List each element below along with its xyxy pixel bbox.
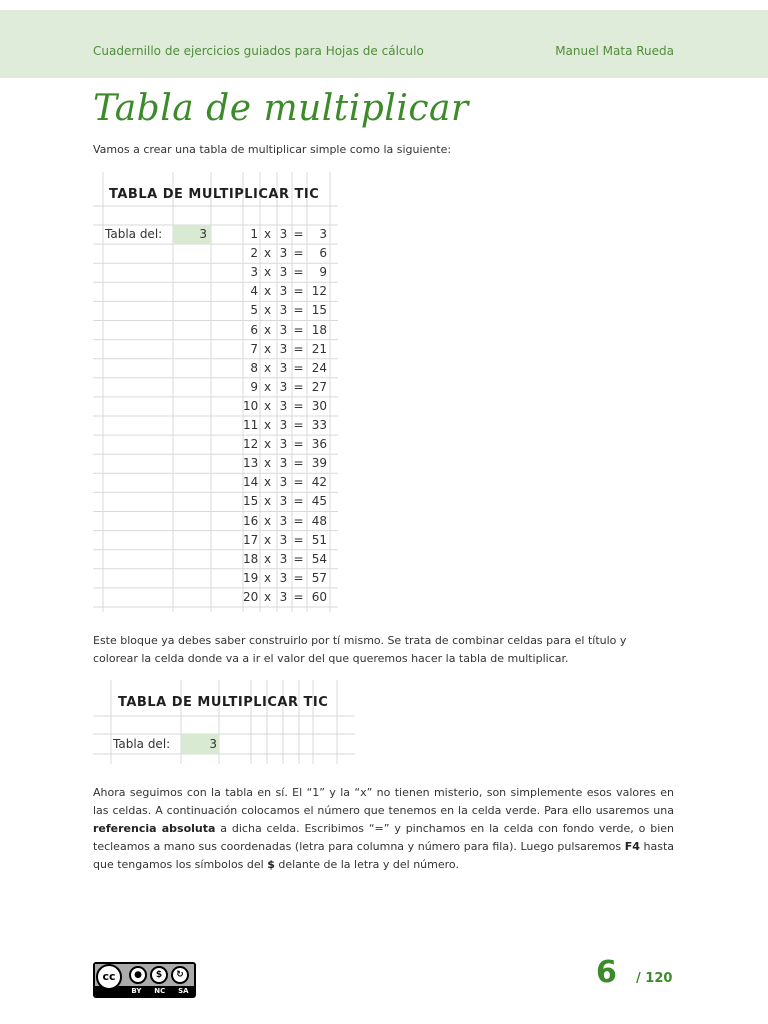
result-cell: 60 (311, 589, 327, 604)
text-run: a dicha celda. Escribimos “=” y pinchamos en la celda con fondo verde, o bien tecleamos a mano sus coordenadas (letra para columna y número para fila). Luego pulsaremos (93, 822, 674, 853)
times-cell: x (263, 456, 272, 471)
factor-cell: 3 (279, 322, 288, 337)
equals-cell: = (293, 398, 304, 413)
times-cell: x (263, 532, 272, 547)
multiplier-cell: 3 (250, 265, 258, 280)
result-cell: 27 (311, 379, 327, 394)
result-cell: 9 (319, 265, 327, 280)
equals-cell: = (293, 303, 304, 318)
times-cell: x (263, 246, 272, 261)
license-nc: NC (154, 987, 166, 995)
equals-cell: = (293, 456, 304, 471)
multiplier-cell: 14 (243, 475, 259, 490)
factor-cell: 3 (279, 589, 288, 604)
equals-cell: = (293, 227, 304, 241)
page-number: 6 (596, 955, 617, 990)
factor-cell: 3 (279, 456, 288, 471)
factor-cell: 3 (279, 379, 288, 394)
factor-cell: 3 (279, 246, 288, 261)
equals-cell: = (293, 360, 304, 375)
equals-cell: = (293, 570, 304, 585)
times-cell: x (263, 303, 272, 318)
paragraph-line: colorear la celda donde va a ir el valor del que queremos hacer la tabla de multiplicar. (93, 652, 569, 665)
result-cell: 54 (311, 551, 327, 566)
result-cell: 33 (311, 418, 327, 432)
header-block-sheet (93, 680, 355, 764)
equals-cell: = (293, 418, 304, 432)
attribution-icon: ● (129, 966, 147, 984)
equals-cell: = (293, 265, 304, 280)
multiplier-cell: 16 (243, 513, 259, 528)
license-sa: SA (178, 987, 189, 995)
paragraph-line: Este bloque ya debes saber construirlo por tí mismo. Se trata de combinar celdas para el título y (93, 634, 627, 647)
factor-cell: 3 (279, 341, 288, 356)
sheet-title: TABLA DE MULTIPLICAR TIC (118, 695, 329, 710)
result-cell: 21 (311, 341, 327, 356)
times-cell: x (263, 322, 272, 337)
factor-cell: 3 (279, 360, 288, 375)
equals-cell: = (293, 551, 304, 566)
result-cell: 15 (311, 303, 327, 318)
factor-cell: 3 (279, 513, 288, 528)
factor-cell: 3 (279, 303, 288, 318)
sharealike-icon: ↻ (171, 966, 189, 984)
times-cell: x (263, 398, 272, 413)
page-total: / 120 (636, 971, 673, 986)
times-cell: x (263, 437, 272, 452)
multiplier-cell: 17 (243, 532, 259, 547)
page-title: Tabla de multiplicar (93, 88, 469, 129)
factor-cell: 3 (279, 570, 288, 585)
multiplier-cell: 11 (243, 418, 259, 432)
times-cell: x (263, 265, 272, 280)
times-cell: x (263, 513, 272, 528)
creative-commons-badge[interactable] (93, 962, 196, 998)
times-cell: x (263, 475, 272, 490)
factor-cell: 3 (279, 437, 288, 452)
paragraph-block (93, 632, 674, 668)
equals-cell: = (293, 532, 304, 547)
equals-cell: = (293, 513, 304, 528)
result-cell: 18 (311, 322, 327, 337)
page-header (0, 10, 768, 78)
equals-cell: = (293, 246, 304, 261)
result-cell: 51 (311, 532, 327, 547)
times-cell: x (263, 418, 272, 432)
explanation-paragraph (93, 784, 674, 874)
license-by: BY (131, 987, 142, 995)
equals-cell: = (293, 379, 304, 394)
author-name: Manuel Mata Rueda (555, 44, 674, 58)
result-cell: 36 (311, 437, 327, 452)
times-cell: x (263, 284, 272, 299)
multiplier-cell: 9 (250, 379, 258, 394)
bold-term: $ (267, 858, 275, 871)
times-cell: x (263, 589, 272, 604)
multiplier-cell: 19 (243, 570, 259, 585)
result-cell: 39 (311, 456, 327, 471)
multiplier-cell: 6 (250, 322, 258, 337)
result-cell: 42 (311, 475, 327, 490)
sheet-grid (93, 680, 355, 764)
bold-term: referencia absoluta (93, 822, 216, 835)
result-cell: 24 (311, 360, 327, 375)
equals-cell: = (293, 437, 304, 452)
multiplier-cell: 15 (243, 494, 259, 509)
multiplier-cell: 5 (250, 303, 258, 318)
multiplier-cell: 12 (243, 437, 259, 452)
factor-cell: 3 (279, 418, 288, 432)
text-run: hasta que tengamos los símbolos del (93, 840, 674, 871)
times-cell: x (263, 379, 272, 394)
noncommercial-icon: $ (150, 966, 168, 984)
cc-icon: cc (96, 964, 122, 990)
table-label: Tabla del: (113, 737, 171, 751)
times-cell: x (263, 570, 272, 585)
multiplier-cell: 2 (250, 246, 258, 261)
equals-cell: = (293, 494, 304, 509)
multiplier-cell: 4 (250, 284, 258, 299)
factor-cell: 3 (279, 551, 288, 566)
table-value: 3 (199, 227, 207, 241)
factor-cell: 3 (279, 475, 288, 490)
table-label: Tabla del: (105, 227, 163, 241)
result-cell: 3 (319, 227, 327, 241)
equals-cell: = (293, 322, 304, 337)
factor-cell: 3 (279, 284, 288, 299)
times-cell: x (263, 551, 272, 566)
multiplier-cell: 13 (243, 456, 259, 471)
multiplier-cell: 10 (243, 398, 259, 413)
result-cell: 12 (311, 284, 327, 299)
intro-paragraph: Vamos a crear una tabla de multiplicar simple como la siguiente: (93, 143, 452, 156)
equals-cell: = (293, 475, 304, 490)
equals-cell: = (293, 284, 304, 299)
times-cell: x (263, 360, 272, 375)
factor-cell: 3 (279, 398, 288, 413)
factor-cell: 3 (279, 532, 288, 547)
result-cell: 30 (311, 398, 327, 413)
equals-cell: = (293, 589, 304, 604)
times-cell: x (263, 227, 272, 241)
text-run: Ahora seguimos con la tabla en sí. El “1” y la “x” no tienen misterio, son simplemente esos valores en las celdas. A continuación colocamos el número que tenemos en la celda verde. Para ello usaremos una (93, 786, 674, 817)
bold-term: F4 (624, 840, 640, 853)
times-cell: x (263, 494, 272, 509)
factor-cell: 3 (279, 265, 288, 280)
multiplication-table-sheet (93, 172, 338, 612)
multiplier-cell: 1 (250, 227, 258, 241)
result-cell: 45 (311, 494, 327, 509)
text-run: delante de la letra y del número. (274, 858, 459, 871)
license-labels (125, 987, 195, 995)
result-cell: 57 (311, 570, 327, 585)
multiplier-cell: 18 (243, 551, 259, 566)
factor-cell: 3 (279, 227, 288, 241)
multiplier-cell: 20 (243, 589, 259, 604)
sheet-title: TABLA DE MULTIPLICAR TIC (109, 187, 320, 202)
result-cell: 48 (311, 513, 327, 528)
times-cell: x (263, 341, 272, 356)
table-value: 3 (209, 737, 217, 751)
multiplier-cell: 8 (250, 360, 258, 375)
multiplier-cell: 7 (250, 341, 258, 356)
equals-cell: = (293, 341, 304, 356)
book-title: Cuadernillo de ejercicios guiados para Hojas de cálculo (93, 44, 424, 58)
result-cell: 6 (319, 246, 327, 261)
factor-cell: 3 (279, 494, 288, 509)
